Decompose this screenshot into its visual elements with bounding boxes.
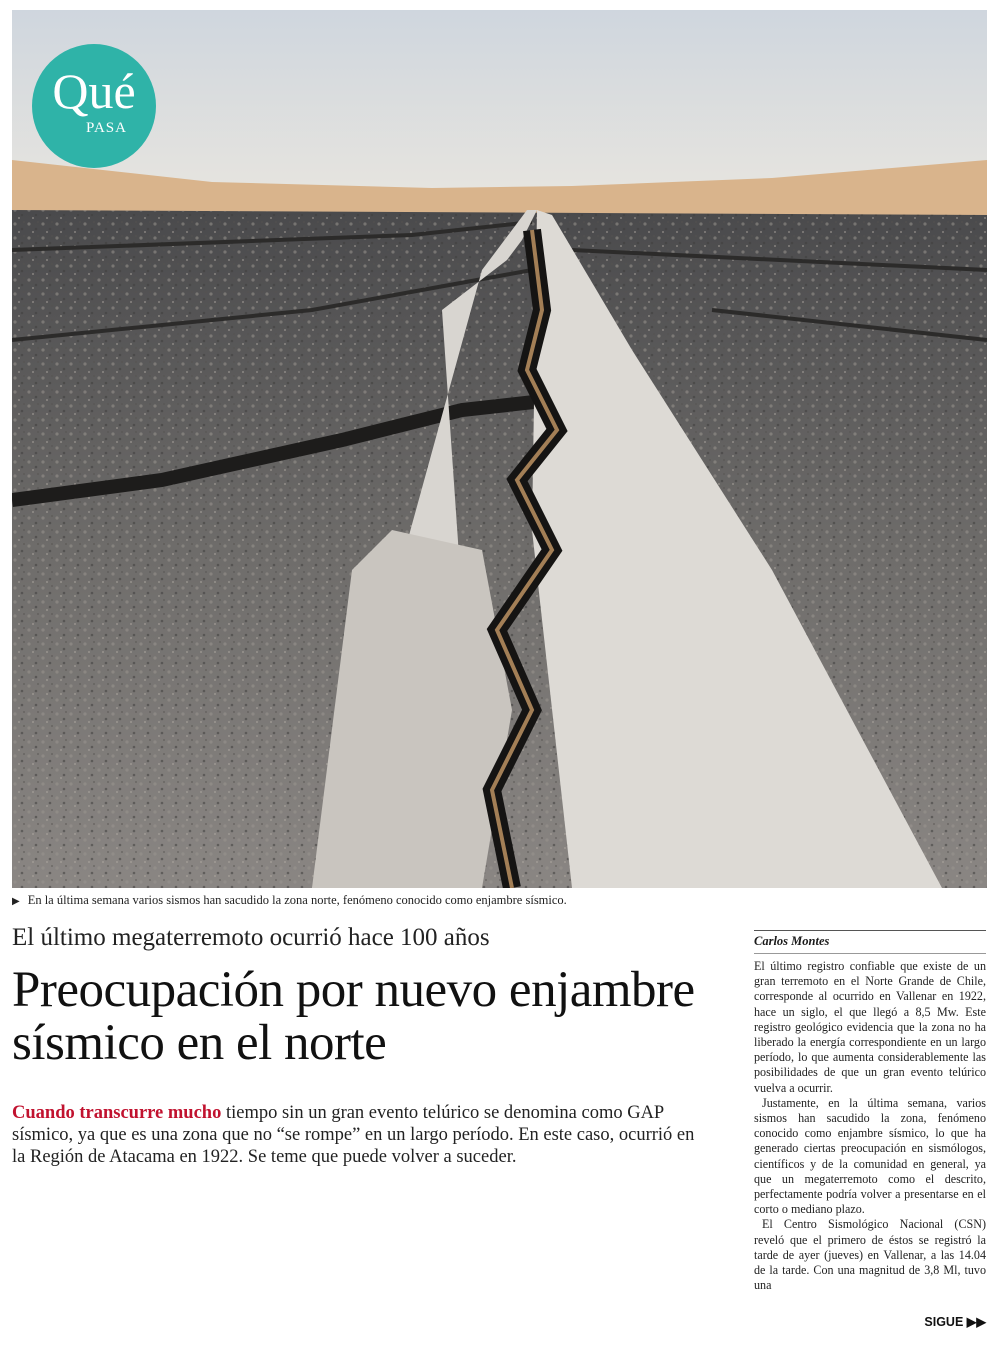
byline: Carlos Montes (754, 931, 986, 954)
lead-text: tiempo sin un gran evento telúrico se denomina como GAP sísmico, ya que es una zona que no “se rompe” en un largo período. En este caso, ocurrió en la Región de Atacama en 1922. Se teme que puede volver a suceder. (12, 1103, 695, 1167)
cracked-road-illustration (12, 10, 987, 888)
lead-highlight: Cuando transcurre mucho (12, 1103, 222, 1123)
article-body-column (754, 930, 986, 1293)
article-lead (12, 1102, 702, 1168)
article-headline: Preocupación por nuevo enjambre sísmico en el norte (12, 962, 695, 1071)
que-pasa-logo (32, 44, 156, 168)
caption-triangle-icon: ▶ (12, 896, 20, 907)
logo-main-text: Qué (52, 63, 136, 119)
caption-text: En la última semana varios sismos han sacudido la zona norte, fenómeno conocido como enjambre sísmico. (27, 893, 567, 907)
body-paragraph: El último registro confiable que existe de un gran terremoto en el Norte Grande de Chile, corresponde al ocurrido en Vallenar en 1922, hace un siglo, el que llegó a 8,5 Mw. Este registro geológico evidencia que la zona no ha liberado la energía correspondiente en un largo período, lo que aumenta considerablemente las posibilidades de que un gran evento telúrico vuelva a ocurrir. (754, 959, 986, 1095)
photo-caption (12, 893, 772, 908)
body-paragraph: El Centro Sismológico Nacional (CSN) reveló que el primero de éstos se registró la tarde de ayer (jueves) en Vallenar, a las 14.04 de la tarde. Con una magnitud de 3,8 Ml, tuvo una (754, 1217, 986, 1293)
road-crack-photo (12, 10, 987, 888)
article-kicker: El último megaterremoto ocurrió hace 100 años (12, 924, 490, 951)
body-paragraph: Justamente, en la última semana, varios sismos han sacudido la zona, fenómeno conocido como enjambre sísmico, lo que ha generado ciertas preocupación en sismólogos, científicos y de la comunidad en general, ya que un megaterremoto como el descrito, perfectamente podría volver a presentarse en el corto o mediano plazo. (754, 1095, 986, 1217)
continue-label: SIGUE ▶▶ (924, 1315, 986, 1329)
logo-sub-text: PASA (86, 120, 127, 136)
